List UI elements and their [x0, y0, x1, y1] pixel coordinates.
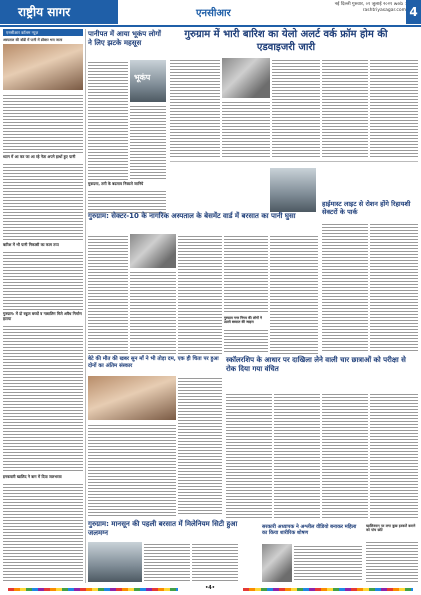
monsoon-text-1: [144, 542, 190, 582]
page-number: 4: [406, 0, 421, 24]
section-divider: [170, 161, 418, 162]
footer-color-strip-right: [243, 588, 413, 591]
scholarship-text-1: [226, 392, 272, 518]
alert-text-3: [272, 58, 320, 158]
monsoon-headline: गुरुग्राम: मानसून की पहली बरसात में मिलेनियम सिटी हुआ जलमग्न: [88, 520, 238, 537]
left-article-text-5: [3, 482, 83, 582]
bhukamp-label: भूकंप: [134, 73, 151, 82]
newspaper-title: राष्ट्रीय सागर: [0, 0, 118, 24]
side-headline-3: गुरुग्राम नगर निगम की लोगों ने उठाये बरसात की जाहरा: [224, 316, 262, 325]
panipat-headline: पानीपत में आया भूकंप लोगों ने लिए झटके महसूस: [88, 30, 161, 47]
sector10-text-2: [130, 270, 176, 354]
sector-photo: [270, 168, 316, 212]
column-header: एनसीआर कॉलम न्यूज़: [3, 29, 83, 36]
alert-text-2: [222, 100, 270, 158]
teacher-text: [294, 544, 362, 582]
highmast-text-1: [322, 222, 368, 352]
page-footer: [0, 585, 421, 595]
masthead: [0, 0, 421, 26]
death-headline: बेटे की मौत की खबर सुन माँ ने भी तोड़ा दम, एक ही चिता पर हुआ दोनों का अंतिम संस्कार: [88, 356, 219, 369]
death-text-2: [88, 423, 176, 516]
alert-text-1: [170, 58, 220, 158]
left-headline-4: गुरुग्राम: में दो स्कूल बच्चों व नाबालिग मिले अवैध निर्माण हटाया: [3, 311, 82, 321]
monsoon-text-2: [192, 542, 238, 582]
alert-text-5: [370, 58, 418, 158]
flood-photo: [88, 542, 142, 582]
sector10-text-3: [178, 234, 222, 354]
left-article-text-3: [3, 250, 83, 310]
footer-color-strip-left: [8, 588, 178, 591]
highmast-text-2: [370, 222, 418, 352]
side-headline: मुकदमा, ठगी के बदलाव निकाले जानिये: [88, 181, 144, 186]
scholarship-text-2: [274, 392, 320, 518]
scholarship-text-3: [322, 392, 368, 518]
alert-text-4: [322, 58, 368, 158]
right-bottom-text: [366, 540, 418, 582]
scholarship-headline: स्कॉलरशिप के आधार पर दाखिला लेने वाली चार छात्राओं को परीक्षा से रोक दिया गया वंचित: [226, 356, 406, 373]
right-bottom-headline: खालिस्तान पर लगा कुछ हरकतें कराने को पांच छोटे: [366, 524, 416, 533]
rain-photo: [222, 58, 270, 98]
edition-info: नई दिल्ली गुरुवार, ०१ जुलाई २०२१ web : rashtriyasagar.com: [334, 2, 406, 13]
sector10-text-4: [224, 234, 268, 314]
panipat-text: [88, 60, 128, 180]
teacher-headline: सरकारी अध्यापक ने अश्लील वीडियो बनाकर महिला का किया शारीरिक शोषण: [262, 524, 357, 537]
footer-page-marker: •4•: [205, 585, 215, 591]
left-headline-5: इनकवारी खालिद ने बाग में दिया जलभराव: [3, 474, 62, 479]
highmast-headline: हाईमास्ट लाइट से रोशन होंगे रिहायशी सेक्टरों के पार्क: [322, 200, 411, 217]
family-photo: [88, 376, 176, 420]
left-caption: अस्पताल की बॉडी में पानी में डॉक्टर भरा जाता: [3, 38, 63, 42]
teacher-photo: [262, 544, 292, 582]
scholarship-text-4: [370, 392, 418, 518]
left-article-text-4: [3, 324, 83, 472]
death-text-1: [178, 376, 222, 516]
sector10-headline: गुरुग्राम: सेक्टर-10 के नागरिक अस्पताल के बेसमेंट वार्ड में बरसात का पानी घुसा: [88, 212, 296, 220]
sector10-text-6: [270, 234, 318, 354]
gurugram-alert-headline: गुरुग्राम में भारी बारिश का येलो अलर्ट वर्क फ्रॉम होम की एडवाइजरी जारी: [184, 29, 388, 53]
left-article-text: [3, 93, 83, 153]
column-divider: [85, 29, 86, 583]
section-title: एनसीआर: [196, 8, 231, 19]
sector10-text-5: [224, 328, 268, 354]
basement-photo: [130, 234, 176, 268]
left-article-text-2: [3, 162, 83, 240]
left-headline-2: ध्यान में आ कर जा आ रहे नेता अपने हाथों हुए पानी: [3, 154, 76, 159]
hospital-photo: [3, 44, 83, 90]
sector10-text-1: [88, 234, 128, 354]
left-headline-3: बारिश में भी पानी निकासी का काम ठप्प: [3, 242, 59, 247]
panipat-text-2: [130, 104, 166, 180]
masthead-rule: [0, 25, 421, 27]
earthquake-graphic: [130, 60, 166, 102]
